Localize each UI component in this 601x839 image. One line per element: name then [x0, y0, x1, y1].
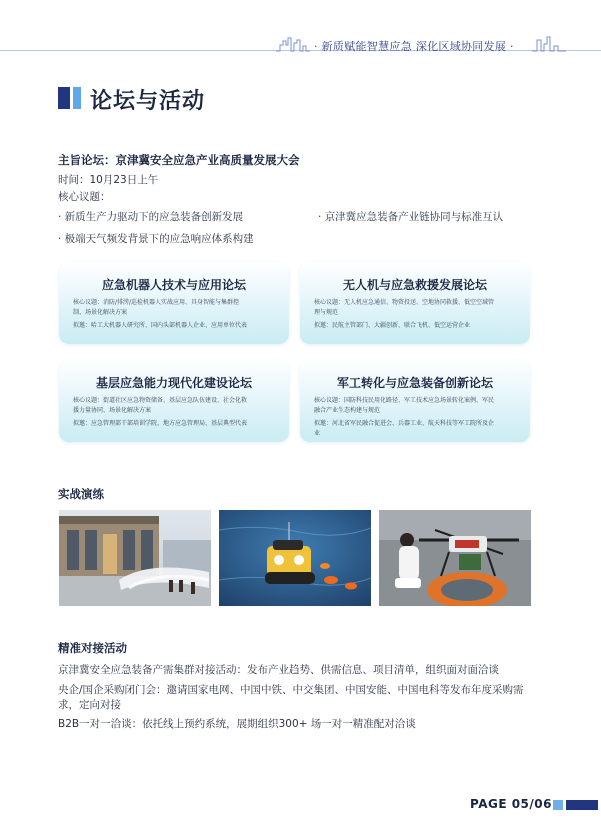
forum-card: [59, 262, 289, 344]
forum-card-line: 核心议题：国防科技民用化路径、军工技术应急场景转化案例、军民: [314, 397, 495, 404]
main-forum-topics-label: 核心议题：: [58, 191, 111, 203]
matchmaking-heading: 精准对接活动: [58, 641, 127, 655]
forum-card-line: 核心议题：消防/排涝/巡检机器人实战应用、具身智能与集群控: [73, 299, 240, 306]
drill-photo-drone: [379, 510, 531, 606]
forum-card: [59, 360, 289, 442]
main-forum-time: 时间：10月23日上午: [58, 174, 159, 186]
forum-card-line: 拟邀：民航主管部门、大疆创新、联合飞机、低空运营企业: [314, 322, 471, 329]
topic-item: · 京津冀应急装备产业链协同与标准互认: [318, 211, 504, 223]
main-forum-heading: 主旨论坛：京津冀安全应急产业高质量发展大会: [58, 153, 300, 167]
forum-card-line: 援力量协同、场景化解决方案: [73, 407, 152, 414]
page-number: PAGE 05/06: [470, 797, 552, 811]
matchmaking-line: B2B一对一洽谈：依托线上预约系统，展期组织300+ 场一对一精准配对洽谈: [58, 718, 416, 730]
title-marker-accent: [73, 87, 81, 109]
forum-card-title: 基层应急能力现代化建设论坛: [95, 376, 252, 390]
forum-card-line: 拟邀：哈工大机器人研究所、国内头部机器人企业、应用单位代表: [73, 322, 248, 329]
topic-item: · 极端天气频发背景下的应急响应体系构建: [58, 233, 254, 245]
forum-card-line: 拟邀：应急管理部干部培训学院、地方应急管理局、基层典型代表: [73, 420, 248, 427]
forum-card-title: 无人机与应急救援发展论坛: [342, 278, 487, 292]
header-slogan: · 新质赋能智慧应急 深化区域协同发展 ·: [314, 40, 514, 53]
forum-card-title: 军工转化与应急装备创新论坛: [336, 376, 493, 390]
matchmaking-line: 京津冀安全应急装备产需集群对接活动：发布产业趋势、供需信息、项目清单，组织面对面洽谈: [58, 664, 499, 676]
topic-item: · 新质生产力驱动下的应急装备创新发展: [58, 211, 244, 223]
forum-card: [300, 262, 530, 344]
forum-card-line: 核心议题：无人机应急通信、物资投送、空地协同救援、低空空域管: [314, 299, 495, 306]
forum-card-line: 业: [314, 430, 321, 437]
forum-card-line: 融合产业生态构建与规范: [314, 407, 381, 414]
footer-accent-dark: [566, 800, 598, 810]
forum-card: [300, 360, 530, 442]
forum-card-line: 理与规范: [314, 309, 339, 316]
drill-photo-water-robot: [219, 510, 371, 606]
drills-heading: 实战演练: [58, 487, 104, 501]
forum-card-line: 制、场景化解决方案: [73, 309, 128, 316]
matchmaking-line: 央企/国企采购闭门会：邀请国家电网、中国中铁、中交集团、中国安能、中国电科等发布年度采购需: [58, 684, 524, 696]
forum-card-line: 核心议题：街道社区应急物资储备、基层应急队伍建设、社会化救: [73, 397, 248, 404]
forum-card-title: 应急机器人技术与应用论坛: [101, 278, 246, 292]
drill-photo-water-spray: [59, 510, 211, 606]
title-marker: [58, 87, 70, 109]
skyline-icon: [532, 36, 566, 52]
forum-card-line: 拟邀：河北省军民融合促进会、兵器工业、航天科技等军工院所及企: [314, 420, 495, 427]
footer-accent-light: [553, 800, 563, 810]
page-title: 论坛与活动: [90, 89, 206, 114]
skyline-icon: [276, 36, 310, 52]
matchmaking-line: 求，定向对接: [58, 699, 121, 711]
